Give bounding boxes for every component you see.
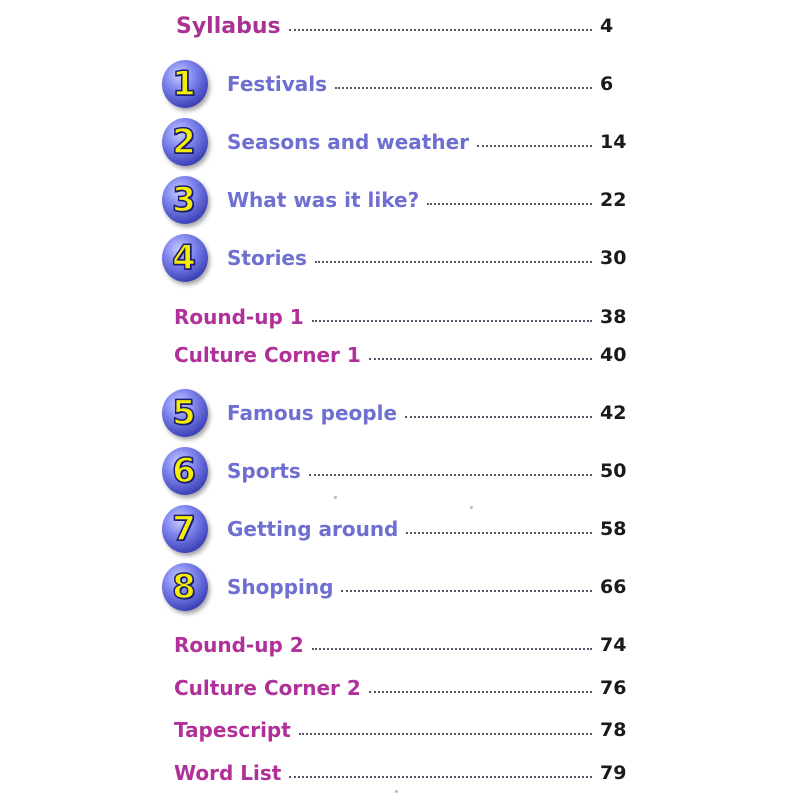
- toc-entry-title: Getting around: [227, 517, 399, 541]
- unit-number-badge: [162, 505, 208, 553]
- page-number: 40: [600, 344, 627, 366]
- unit-number: 3: [172, 180, 196, 220]
- page-number: 58: [600, 518, 627, 540]
- unit-number-badge: [162, 60, 208, 108]
- dot-leader: [406, 532, 592, 534]
- unit-number-badge: [162, 176, 208, 224]
- page-number: 76: [600, 677, 627, 699]
- unit-number-badge: [162, 447, 208, 495]
- toc-entry-title: Famous people: [227, 401, 398, 425]
- toc-entry-title: Shopping: [227, 575, 334, 599]
- dot-leader: [312, 320, 592, 322]
- dot-leader: [315, 261, 592, 263]
- toc-entry-syllabus[interactable]: [160, 6, 620, 46]
- toc-entry-title: Syllabus: [176, 13, 281, 39]
- page-number: 38: [600, 306, 627, 328]
- toc-entry-round-up-1[interactable]: [160, 297, 627, 337]
- unit-number: 6: [172, 451, 196, 491]
- dot-leader: [369, 358, 592, 360]
- page-number: 6: [600, 73, 614, 95]
- toc-entry-title: Seasons and weather: [227, 130, 469, 154]
- toc-entry-title: Tapescript: [174, 718, 291, 742]
- unit-number-badge: [162, 118, 208, 166]
- toc-entry-word-list[interactable]: [160, 753, 627, 793]
- unit-number-badge: [162, 563, 208, 611]
- page-number: 42: [600, 402, 627, 424]
- toc-entry-unit-8[interactable]: [160, 567, 627, 607]
- toc-entry-title: What was it like?: [227, 188, 420, 212]
- unit-number-badge: [162, 389, 208, 437]
- toc-entry-title: Culture Corner 2: [174, 676, 361, 700]
- page-number: 78: [600, 719, 627, 741]
- toc-entry-title: Stories: [227, 246, 307, 270]
- toc-entry-tapescript[interactable]: [160, 710, 627, 750]
- unit-number: 8: [172, 567, 196, 607]
- toc-entry-unit-2[interactable]: [160, 122, 627, 162]
- dot-leader: [477, 145, 592, 147]
- page-number: 50: [600, 460, 627, 482]
- toc-entry-unit-7[interactable]: [160, 509, 627, 549]
- unit-number: 2: [172, 122, 196, 162]
- dot-leader: [341, 590, 592, 592]
- toc-entry-unit-6[interactable]: [160, 451, 627, 491]
- toc-entry-title: Round-up 2: [174, 633, 304, 657]
- dot-leader: [289, 776, 592, 778]
- dot-leader: [299, 733, 592, 735]
- page-number: 66: [600, 576, 627, 598]
- unit-number: 7: [172, 509, 196, 549]
- scan-speck: [470, 506, 473, 509]
- dot-leader: [312, 648, 592, 650]
- page-number: 30: [600, 247, 627, 269]
- dot-leader: [427, 203, 592, 205]
- scan-speck: [334, 496, 337, 499]
- unit-number: 5: [172, 393, 196, 433]
- dot-leader: [309, 474, 592, 476]
- page-number: 79: [600, 762, 627, 784]
- dot-leader: [335, 87, 592, 89]
- toc-entry-unit-4[interactable]: [160, 238, 627, 278]
- toc-entry-title: Round-up 1: [174, 305, 304, 329]
- dot-leader: [369, 691, 592, 693]
- toc-entry-title: Word List: [174, 761, 282, 785]
- toc-entry-title: Culture Corner 1: [174, 343, 361, 367]
- toc-entry-unit-3[interactable]: [160, 180, 627, 220]
- toc-entry-unit-1[interactable]: [160, 64, 620, 104]
- toc-entry-round-up-2[interactable]: [160, 625, 627, 665]
- unit-number: 1: [172, 64, 196, 104]
- toc-entry-unit-5[interactable]: [160, 393, 627, 433]
- dot-leader: [289, 29, 592, 31]
- unit-number: 4: [172, 238, 196, 278]
- page-number: 74: [600, 634, 627, 656]
- toc-entry-culture-corner-2[interactable]: [160, 668, 627, 708]
- page-number: 22: [600, 189, 627, 211]
- page-number: 14: [600, 131, 627, 153]
- dot-leader: [405, 416, 592, 418]
- toc-entry-title: Sports: [227, 459, 301, 483]
- unit-number-badge: [162, 234, 208, 282]
- page-number: 4: [600, 15, 614, 37]
- toc-entry-culture-corner-1[interactable]: [160, 335, 627, 375]
- toc-entry-title: Festivals: [227, 72, 328, 96]
- scan-speck: [395, 790, 398, 793]
